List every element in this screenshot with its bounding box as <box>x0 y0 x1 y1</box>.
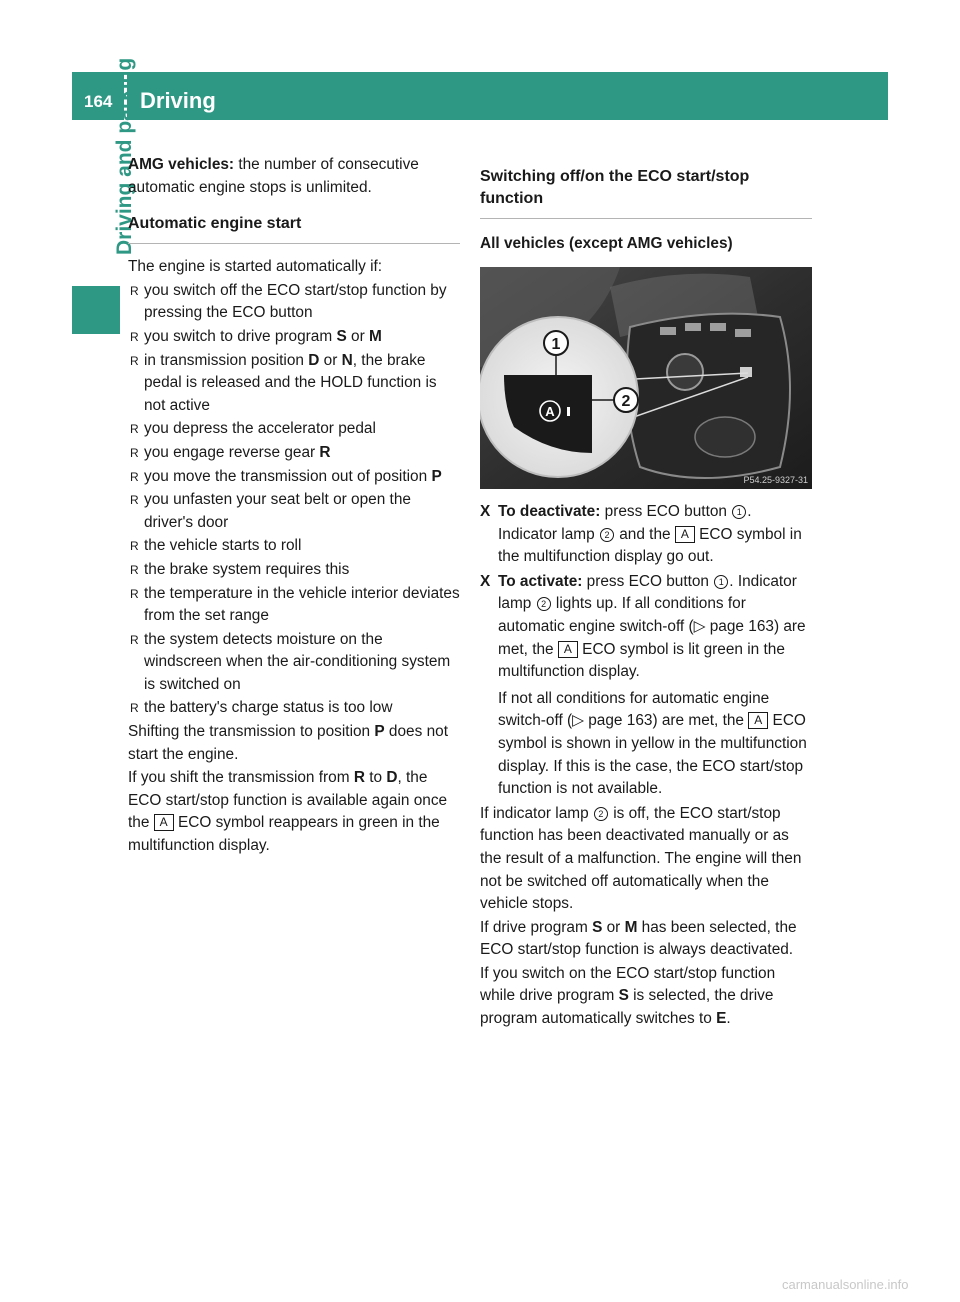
circle-1-icon: 1 <box>732 505 746 519</box>
figure-reference: P54.25-9327-31 <box>743 475 808 485</box>
switch-on-paragraph: If you switch on the ECO start/stop function while drive program S is selected, the drive program automatically switches to E. <box>480 964 776 1028</box>
automatic-engine-start-heading: Automatic engine start <box>128 213 460 244</box>
list-item: R the vehicle starts to roll <box>130 537 302 555</box>
list-item: R you switch off the ECO start/stop function by pressing the ECO button <box>130 281 447 322</box>
list-item: R you engage reverse gear R <box>130 443 331 461</box>
intro-text: The engine is started automatically if: <box>128 258 383 276</box>
eco-symbol-icon: A <box>748 712 768 729</box>
shifting-paragraph: Shifting the transmission to position P does not start the engine. <box>128 723 448 763</box>
step-deactivate: X To deactivate: press ECO button 1 . Indicator lamp 2 and the A ECO symbol in the multifunction display go out. <box>480 503 802 566</box>
indicator-lamp <box>567 407 570 416</box>
circle-1-icon: 1 <box>714 575 728 589</box>
callout-1-label: 1 <box>551 336 561 353</box>
list-item: R the battery's charge status is too low <box>130 699 393 717</box>
page-ref-arrow-icon: ▷ <box>572 712 584 730</box>
drive-program-paragraph: If drive program S or M has been selected, the ECO start/stop function is always deactivated. <box>480 918 797 959</box>
start-conditions-list <box>128 280 460 720</box>
left-column <box>128 154 460 859</box>
page-number: 164 <box>84 92 113 111</box>
list-item: R the brake system requires this <box>130 560 350 578</box>
page-ref-arrow-icon: ▷ <box>693 617 706 635</box>
list-item: R you unfasten your seat belt or open the driver's door <box>130 491 411 531</box>
eco-symbol-icon: A <box>154 814 174 831</box>
indicator-off-paragraph: If indicator lamp 2 is off, the ECO start/stop function has been deactivated manually or as the result of a malfunction. The engine will then not be switched off automatically when the vehicle stops. <box>480 804 802 913</box>
eco-button-photo <box>480 267 812 489</box>
right-column <box>480 152 812 1032</box>
circle-2-icon: 2 <box>600 528 614 542</box>
side-tab-block <box>72 286 120 334</box>
list-item: R in transmission position D or N, the brake pedal is released and the HOLD function is not active <box>130 351 437 414</box>
all-vehicles-subheading: All vehicles (except AMG vehicles) <box>480 235 733 252</box>
list-item: R the temperature in the vehicle interior deviates from the set range <box>130 584 460 625</box>
callout-2-label: 2 <box>621 393 631 410</box>
eco-steps-list <box>480 501 812 801</box>
amg-paragraph: AMG vehicles: the number of consecutive automatic engine stops is unlimited. <box>128 156 419 196</box>
page-reference-link[interactable]: page 163 <box>705 617 774 635</box>
shift-from-r-paragraph: If you shift the transmission from R to D, the ECO start/stop function is available again once the A ECO symbol reappears in green in the multifunction display. <box>128 769 448 855</box>
list-item: R the system detects moisture on the windscreen when the air-conditioning system is switched on <box>130 630 451 693</box>
eco-button-small <box>740 367 752 377</box>
section-title: Driving <box>140 88 216 113</box>
side-tab-label: Driving and parking <box>113 57 136 255</box>
list-item: R you depress the accelerator pedal <box>130 420 376 438</box>
eco-switching-heading: Switching off/on the ECO start/stop function <box>480 166 812 219</box>
circle-2-icon: 2 <box>594 807 608 821</box>
step-activate-note: If not all conditions for automatic engine switch-off (▷ page 163) are met, the A ECO symbol is shown in yellow in the multifunction display. If this is the case, the ECO start/stop function is not available. <box>498 689 807 798</box>
eco-button-label: A <box>545 404 555 419</box>
watermark: carmanualsonline.info <box>782 1277 909 1292</box>
page-reference-link[interactable]: page 163 <box>583 712 653 730</box>
step-activate: X To activate: press ECO button 1 . Indicator lamp 2 lights up. If all conditions for automatic engine switch-off (▷ page 163) are met, the A ECO symbol is lit green in the multifunction display. If not all conditions for automatic engine switch-off (▷ page 163) are met, the A ECO symbol is shown in yellow in the multifunction display. If this is the case, the ECO start/stop function is not available. <box>480 571 812 801</box>
list-item: R you move the transmission out of position P <box>130 467 442 485</box>
list-item: R you switch to drive program S or M <box>130 327 382 345</box>
eco-symbol-icon: A <box>675 526 695 543</box>
circle-2-icon: 2 <box>537 597 551 611</box>
eco-symbol-icon: A <box>558 641 578 658</box>
